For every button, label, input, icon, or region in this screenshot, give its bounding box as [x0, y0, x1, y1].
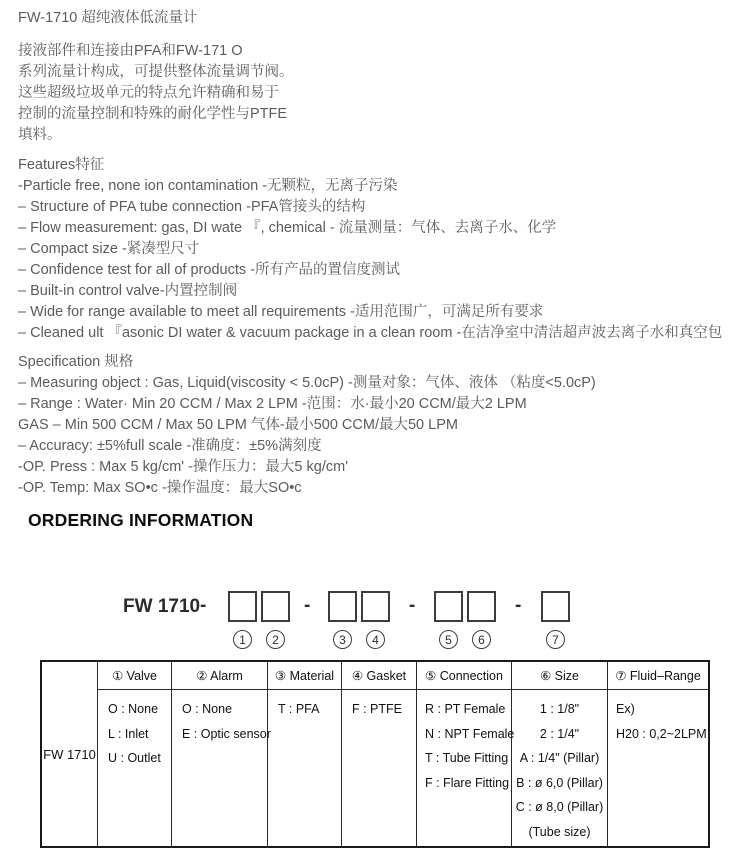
feature-line: – Wide for range available to meet all requirements -适用范围广，可满足所有要求 — [18, 304, 544, 320]
position-number-5: 5 — [439, 630, 458, 649]
option-cell: Ex) — [616, 702, 635, 716]
spec-line: – Accuracy: ±5%full scale -准确度：±5%满刻度 — [18, 438, 322, 454]
order-code-box-5 — [434, 591, 463, 622]
option-cell: L : Inlet — [108, 726, 149, 741]
option-cell: T : PFA — [278, 702, 320, 716]
feature-line: – Built-in control valve-内置控制阀 — [18, 283, 238, 299]
position-number-3: 3 — [333, 630, 352, 649]
option-cell: R : PT Female — [425, 702, 506, 716]
position-number-6: 6 — [472, 630, 491, 649]
table-column-alarm — [172, 662, 271, 846]
column-header-size: ⑥ Size — [512, 662, 607, 690]
spec-line: – Range : Water· Min 20 CCM / Max 2 LPM -范围：水·最小20 CCM/最大2 LPM — [18, 396, 527, 412]
order-code-box-3 — [328, 591, 357, 622]
option-cell: A : 1/4" (Pillar) — [519, 751, 600, 765]
column-header-alarm: ② Alarm — [172, 662, 267, 690]
spec-line: GAS – Min 500 CCM / Max 50 LPM 气体-最小500 CCM/最大50 LPM — [18, 417, 458, 433]
ordering-table — [40, 660, 710, 848]
column-header-connection: ⑤ Connection — [417, 662, 511, 690]
features-section — [18, 155, 722, 344]
option-cell: E : Optic sensor — [182, 726, 271, 741]
column-header-gasket: ④ Gasket — [342, 662, 416, 690]
feature-line: -Particle free, none ion contamination -无颗粒，无离子污染 — [18, 178, 398, 194]
intro-line: 填料。 — [18, 127, 62, 143]
column-header-material: ③ Material — [268, 662, 341, 690]
table-column-connection — [417, 662, 515, 846]
feature-line: – Structure of PFA tube connection -PFA管接头的结构 — [18, 199, 366, 215]
code-separator: - — [515, 595, 522, 616]
option-cell: T : Tube Fitting — [425, 751, 509, 765]
option-cell: F : Flare Fitting — [425, 775, 510, 790]
ordering-information-heading: ORDERING INFORMATION — [28, 510, 254, 530]
code-separator: - — [200, 595, 207, 616]
table-column-size — [512, 662, 608, 846]
option-cell: (Tube size) — [528, 824, 591, 839]
page-title: FW-1710 超纯液体低流量计 — [18, 10, 198, 26]
intro-line: 控制的流量控制和特殊的耐化学性与PTFE — [18, 106, 288, 122]
intro-line: 这些超级垃圾单元的特点允许精确和易于 — [18, 85, 279, 101]
spec-line: -OP. Press : Max 5 kg/cm' -操作压力：最大5 kg/cm' — [18, 459, 348, 475]
features-heading: Features特征 — [18, 157, 105, 173]
option-cell: O : None — [182, 702, 233, 716]
option-cell: C : ø 8,0 (Pillar) — [515, 800, 604, 814]
column-body-alarm — [172, 690, 271, 746]
option-cell: 2 : 1/4" — [539, 726, 580, 741]
feature-line: – Flow measurement: gas, DI wate 『, chemical - 流量测量：气体、去离子水、化学 — [18, 220, 557, 236]
spec-heading: Specification 规格 — [18, 354, 134, 370]
spec-line: – Measuring object : Gas, Liquid(viscosity < 5.0cP) -测量对象：气体、液体 （粘度<5.0cP) — [18, 375, 596, 391]
column-body-connection — [417, 690, 515, 795]
option-cell: B : ø 6,0 (Pillar) — [516, 775, 603, 790]
column-body-gasket — [342, 690, 416, 722]
table-model-cell: FW 1710 — [42, 662, 98, 846]
option-cell: O : None — [108, 702, 159, 716]
order-code-box-4 — [361, 591, 390, 622]
column-header-fluid-range: ⑦ Fluid–Range — [608, 662, 708, 690]
order-code-box-6 — [467, 591, 496, 622]
intro-paragraph — [18, 41, 294, 146]
specification-section — [18, 352, 596, 499]
order-code-diagram — [0, 585, 750, 660]
table-column-fluid-range — [608, 662, 708, 846]
option-cell: U : Outlet — [108, 751, 161, 765]
column-body-size — [512, 690, 607, 844]
order-code-box-7 — [541, 591, 570, 622]
column-body-valve — [98, 690, 171, 771]
column-body-fluid-range — [608, 690, 708, 746]
intro-line: 系列流量计构成，可提供整体流量调节阀。 — [18, 64, 294, 80]
feature-line: – Cleaned ult 『asonic DI water & vacuum package in a clean room -在洁净室中清洁超声波去离子水和真空包 — [18, 325, 723, 341]
order-code-box-1 — [228, 591, 257, 622]
feature-line: – Confidence test for all of products -所有产品的置信度测试 — [18, 262, 400, 278]
position-number-7: 7 — [546, 630, 565, 649]
order-code-box-2 — [261, 591, 290, 622]
code-separator: - — [409, 595, 416, 616]
option-cell: H20 : 0,2~2LPM — [616, 726, 707, 741]
option-cell: 1 : 1/8" — [539, 702, 580, 716]
option-cell: F : PTFE — [352, 702, 402, 716]
table-column-material — [268, 662, 342, 846]
model-number-label: FW 1710 — [123, 596, 201, 617]
position-number-2: 2 — [266, 630, 285, 649]
position-number-1: 1 — [233, 630, 252, 649]
column-body-material — [268, 690, 341, 722]
table-column-gasket — [342, 662, 417, 846]
table-column-valve — [98, 662, 172, 846]
option-cell: N : NPT Female — [425, 726, 515, 741]
code-separator: - — [304, 595, 311, 616]
position-number-4: 4 — [366, 630, 385, 649]
feature-line: – Compact size -紧凑型尺寸 — [18, 241, 200, 257]
column-header-valve: ① Valve — [98, 662, 171, 690]
spec-line: -OP. Temp: Max SO•c -操作温度：最大SO•c — [18, 480, 302, 496]
intro-line: 接液部件和连接由PFA和FW-171 O — [18, 43, 243, 59]
